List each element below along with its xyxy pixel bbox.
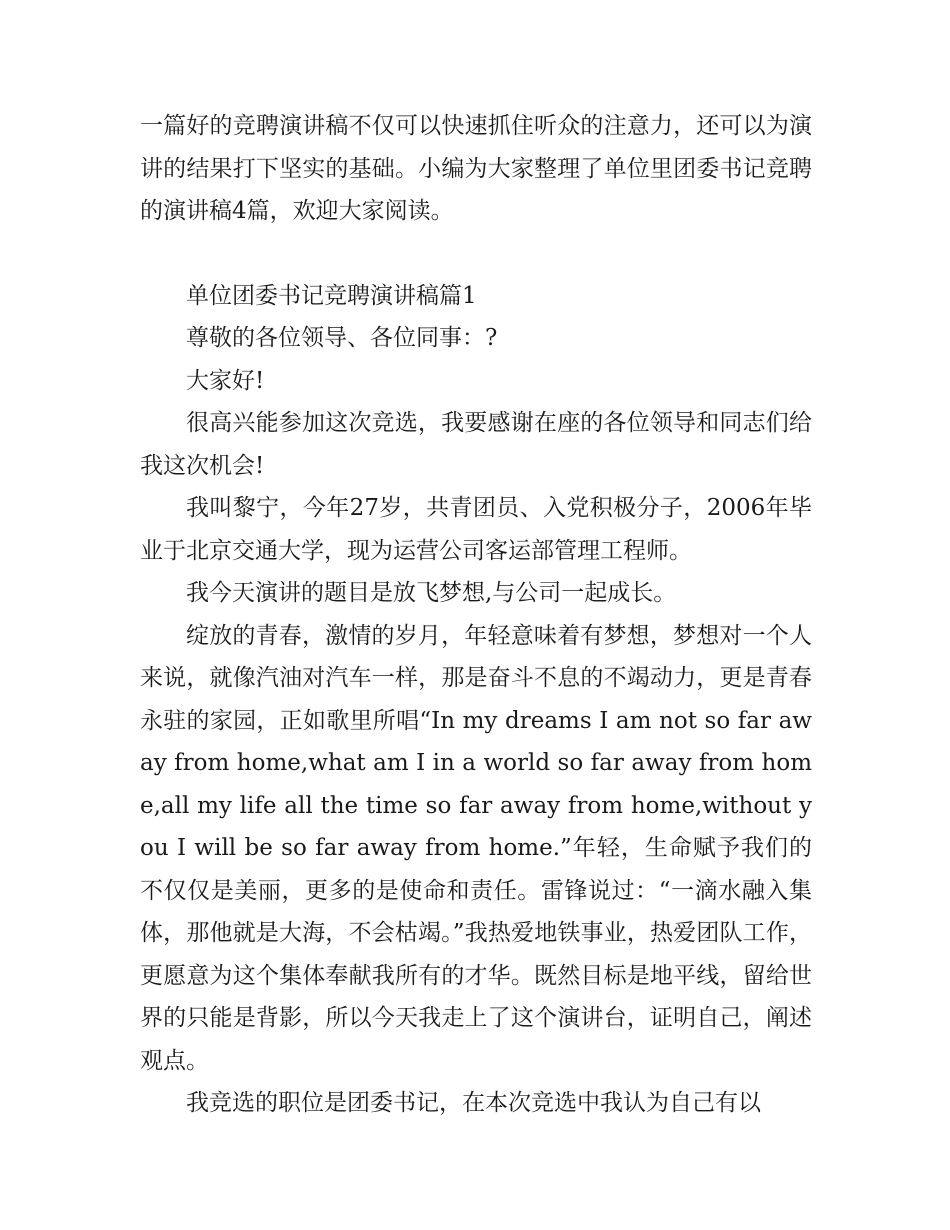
section-title: 单位团委书记竞聘演讲稿篇1 <box>186 282 477 309</box>
body-paragraph: 我竞选的职位是团委书记，在本次竞选中我认为自己有以 <box>186 1090 761 1116</box>
body-paragraph: 我叫黎宁，今年27岁，共青团员、入党积极分子，2006年毕业于北京交通大学，现为运营公司客运部管理工程师。 <box>140 495 812 564</box>
salutation: 尊敬的各位领导、各位同事：? <box>186 325 498 351</box>
body-paragraph: 很高兴能参加这次竞选，我要感谢在座的各位领导和同志们给我这次机会! <box>140 410 812 479</box>
greeting: 大家好! <box>186 367 265 394</box>
intro-paragraph: 一篇好的竞聘演讲稿不仅可以快速抓住听众的注意力，还可以为演讲的结果打下坚实的基础。小编为大家整理了单位里团委书记竞聘的演讲稿4篇，欢迎大家阅读。 <box>140 113 812 224</box>
document-page <box>140 105 812 1125</box>
body-paragraph: 我今天演讲的题目是放飞梦想,与公司一起成长。 <box>186 580 677 606</box>
body-paragraph: 绽放的青春，激情的岁月，年轻意味着有梦想，梦想对一个人来说，就像汽油对汽车一样，那是奋斗不息的不竭动力，更是青春永驻的家园，正如歌里所唱“In my dreams I am not so far away from home,what am I in a world so far away from home,all my life all the time so far away from home,without you I will be so far away from home.”年轻，生命赋予我们的不仅仅是美丽，更多的是使命和责任。雷锋说过：“一滴水融入集体，那他就是大海，不会枯竭。”我热爱地铁事业，热爱团队工作，更愿意为这个集体奉献我所有的才华。既然目标是地平线，留给世界的只能是背影，所以今天我走上了这个演讲台，证明自己，阐述观点。 <box>140 622 812 1074</box>
